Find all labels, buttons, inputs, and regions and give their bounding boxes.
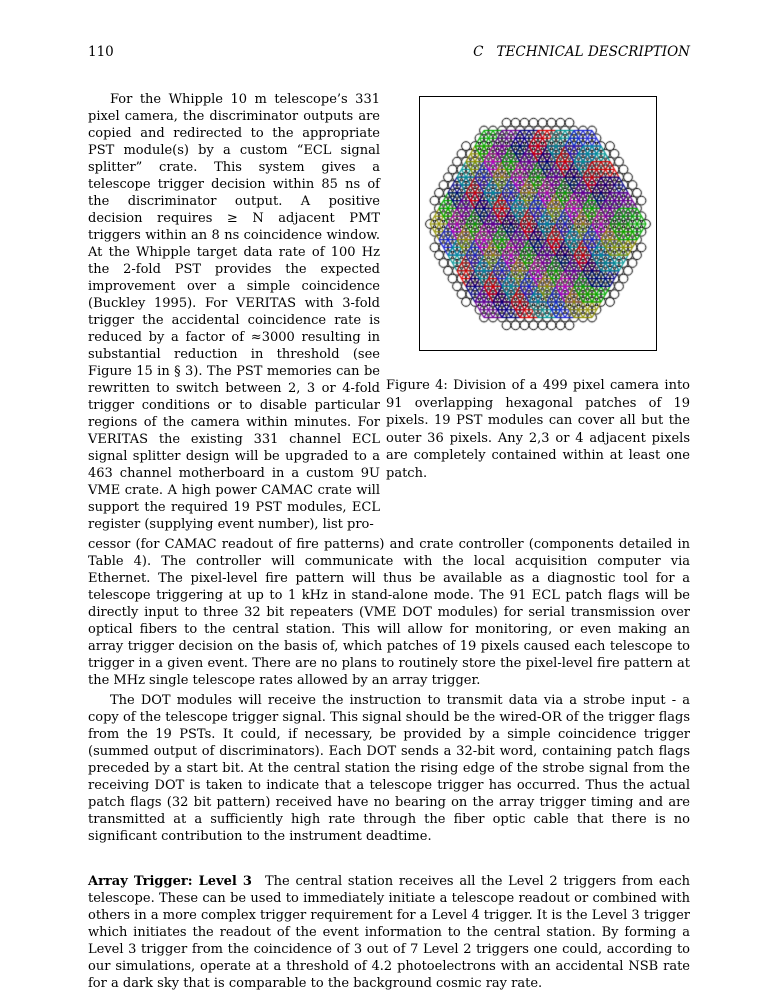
section-title: TECHNICAL DESCRIPTION <box>496 44 690 60</box>
figure-4-box <box>419 96 657 351</box>
intro-paragraph: For the Whipple 10 m telescope’s 331 pixel camera, the discriminator outputs are copied and redirected to the appropriate PST module(s) by a custom “ECL signal splitter” crate. This system gives a telescope trigger decision within 85 ns of the discriminator output. A positive decision requires ≥ N adjacent PMT triggers within an 8 ns coincidence window. At the Whipple target data rate of 100 Hz the 2-fold PST provides the expected improvement over a simple coincidence (Buckley 1995). For VERITAS with 3-fold trigger the accidental coincidence rate is reduced by a factor of ≈3000 resulting in substantial reduction in threshold (see Figure 15 in § 3). The PST memories can be rewritten to switch between 2, 3 or 4-fold trigger conditions or to disable particular regions of the camera within minutes. For VERITAS the existing 331 channel ECL signal splitter design will be upgraded to a 463 channel motherboard in a custom 9U VME crate. A high power CAMAC crate will support the required 19 PST modules, ECL register (supplying event number), list pro- <box>88 92 380 532</box>
section-letter: C <box>473 44 484 60</box>
figure-region <box>386 91 690 533</box>
figure-4-caption: Figure 4: Division of a 499 pixel camera into 91 overlapping hexagonal patches of 19 pixels. 19 PST modules can cover all but the outer 36 pixels. Any 2,3 or 4 adjacent pixels are completely contained within at least one patch. <box>386 378 690 481</box>
dot-modules-paragraph: The DOT modules will receive the instruction to transmit data via a strobe input - a copy of the telescope trigger signal. This signal should be the wired-OR of the trigger flags from the 19 PSTs. It could, if necessary, be provided by a simple coincidence trigger (summed output of discriminators). Each DOT sends a 32-bit word, containing patch flags preceded by a start bit. At the central station the rising edge of the strobe signal from the receiving DOT is taken to indicate that a telescope trigger has occurred. Thus the actual patch flags (32 bit pattern) received have no bearing on the array trigger timing and are transmitted at a sufficiently high rate through the fiber optic cable that there is no significant contribution to the instrument deadtime. <box>88 693 690 844</box>
intro-continuation-paragraph: cessor (for CAMAC readout of fire patterns) and crate controller (components detailed in Table 4). The controller will communicate with the local acquisition computer via Ethernet. The pixel-level fire pattern will thus be available as a diagnostic tool for a telescope triggering at up to 1 kHz in stand-alone mode. The 91 ECL patch flags will be directly input to three 32 bit repeaters (VME DOT modules) for serial transmission over optical fibers to the central station. This will allow for monitoring, or even making an array trigger decision on the basis of, which patches of 19 pixels caused each telescope to trigger in a given event. There are no plans to routinely store the pixel-level fire pattern at the MHz single telescope rates allowed by an array trigger. <box>88 537 690 688</box>
two-column-region <box>88 91 690 533</box>
array-trigger-text: The central station receives all the Level 2 triggers from each telescope. These can be used to immediately initiate a telescope readout or combined with others in a more complex trigger requirement for a Level 4 trigger. It is the Level 3 trigger which initiates the readout of the event information to the central station. By forming a Level 3 trigger from the coincidence of 3 out of 7 Level 2 triggers one could, according to our simulations, operate at a threshold of 4.2 photoelectrons with an accidental NSB rate for a dark sky that is comparable to the background cosmic ray rate. <box>88 874 690 990</box>
camera-pixel-diagram <box>422 100 654 348</box>
page-header <box>88 44 690 60</box>
page-number: 110 <box>88 44 114 60</box>
array-trigger-paragraph <box>88 873 690 990</box>
array-trigger-heading: Array Trigger: Level 3 <box>88 874 252 889</box>
running-header <box>473 44 690 60</box>
page-content <box>88 44 690 990</box>
